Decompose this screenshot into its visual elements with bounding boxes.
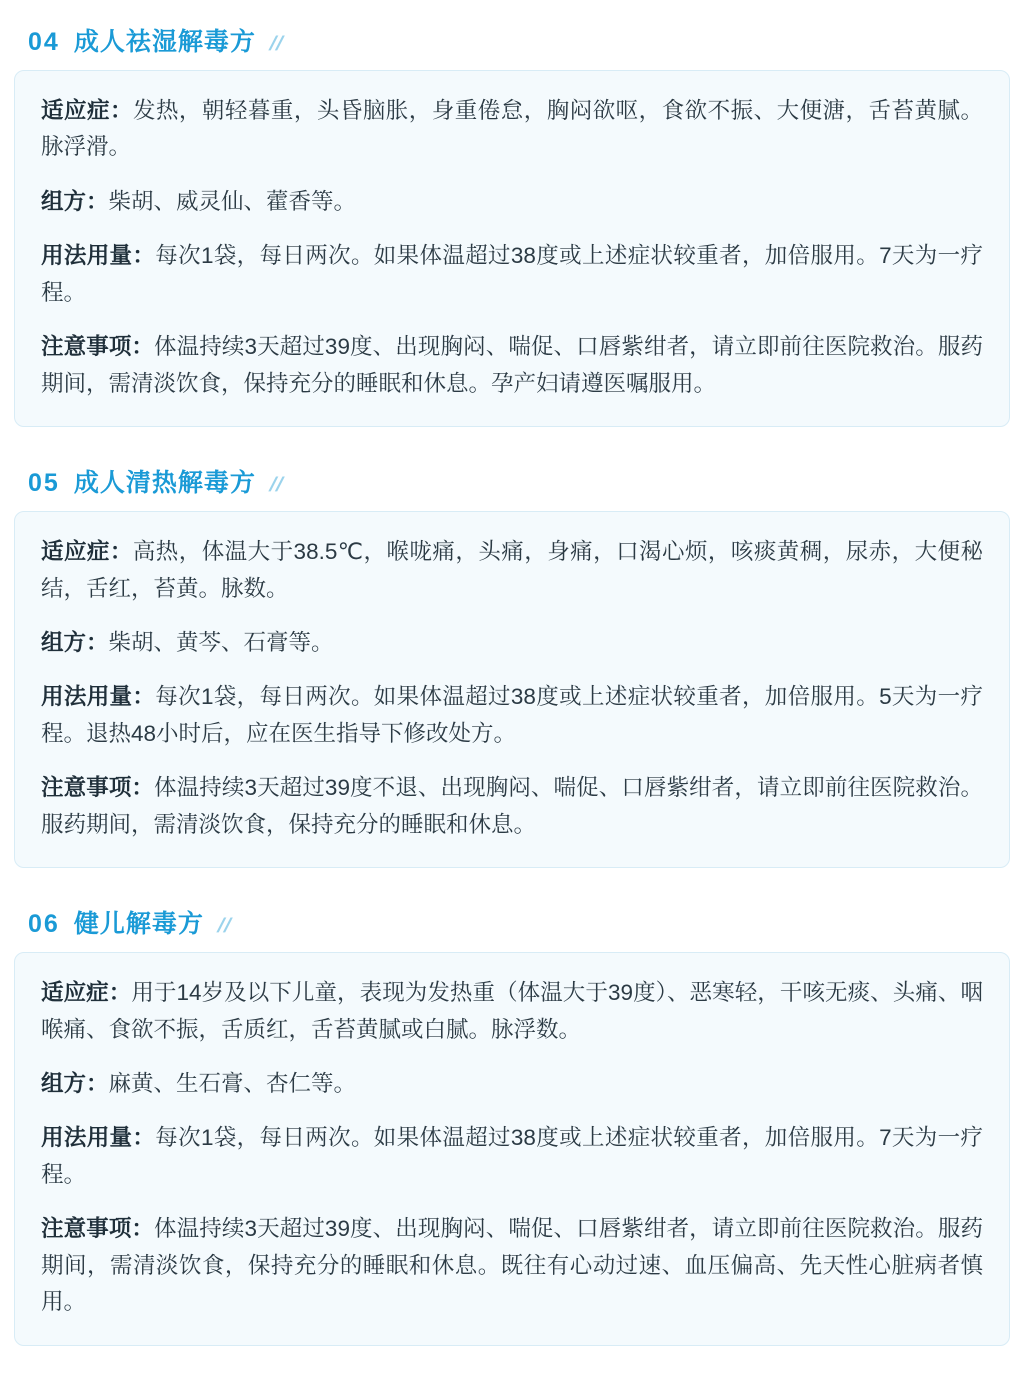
entry-text: 每次1袋，每日两次。如果体温超过38度或上述症状较重者，加倍服用。7天为一疗程。 <box>41 243 983 305</box>
entry-text: 柴胡、威灵仙、藿香等。 <box>108 188 357 214</box>
entry-text: 体温持续3天超过39度不退、出现胸闷、喘促、口唇紫绀者，请立即前往医院救治。服药期间，需清淡饮食，保持充分的睡眠和休息。 <box>41 775 983 837</box>
entry-text: 每次1袋，每日两次。如果体温超过38度或上述症状较重者，加倍服用。5天为一疗程。退热48小时后，应在医生指导下修改处方。 <box>41 684 983 746</box>
entry-indications <box>41 534 983 607</box>
entry-cautions <box>41 770 983 843</box>
entry-text: 体温持续3天超过39度、出现胸闷、喘促、口唇紫绀者，请立即前往医院救治。服药期间，需清淡饮食，保持充分的睡眠和休息。孕产妇请遵医嘱服用。 <box>41 334 983 396</box>
section-card <box>14 70 1010 427</box>
entry-label: 注意事项： <box>41 775 155 801</box>
section-number: 05 <box>28 469 60 498</box>
entry-dosage <box>41 1120 983 1193</box>
prescription-section <box>14 8 1010 427</box>
entry-text: 每次1袋，每日两次。如果体温超过38度或上述症状较重者，加倍服用。7天为一疗程。 <box>41 1125 983 1187</box>
entry-label: 适应症： <box>41 980 132 1006</box>
section-header <box>14 890 1010 952</box>
entry-text: 柴胡、黄芩、石膏等。 <box>108 629 334 655</box>
slash-decoration-icon: // <box>266 33 287 55</box>
entry-cautions <box>41 329 983 402</box>
section-header <box>14 449 1010 511</box>
section-number: 04 <box>28 28 60 56</box>
entry-label: 适应症： <box>41 98 133 123</box>
section-header <box>14 8 1010 70</box>
entry-label: 组方： <box>41 188 109 214</box>
section-number: 06 <box>28 910 60 939</box>
entry-label: 用法用量： <box>41 684 156 710</box>
entry-text: 麻黄、生石膏、杏仁等。 <box>108 1071 357 1096</box>
section-title: 成人祛湿解毒方 <box>73 28 256 56</box>
entry-indications <box>41 975 983 1048</box>
section-card <box>14 511 1010 868</box>
entry-composition <box>41 1066 983 1102</box>
entry-label: 用法用量： <box>41 1125 156 1151</box>
entry-composition <box>41 184 983 220</box>
entry-text: 体温持续3天超过39度、出现胸闷、喘促、口唇紫绀者，请立即前往医院救治。服药期间，需清淡饮食，保持充分的睡眠和休息。既往有心动过速、血压偏高、先天性心脏病者慎用。 <box>41 1216 983 1315</box>
entry-text: 高热，体温大于38.5℃，喉咙痛，头痛，身痛，口渴心烦，咳痰黄稠，尿赤，大便秘结，舌红，苔黄。脉数。 <box>41 539 983 601</box>
entry-text: 用于14岁及以下儿童，表现为发热重（体温大于39度）、恶寒轻，干咳无痰、头痛、咽喉痛、食欲不振，舌质红，舌苔黄腻或白腻。脉浮数。 <box>41 980 983 1042</box>
entry-dosage <box>41 238 983 311</box>
entry-indications <box>41 93 983 166</box>
entry-label: 注意事项： <box>41 1216 155 1242</box>
prescription-section <box>14 449 1010 868</box>
entry-composition <box>41 625 983 661</box>
section-title: 健儿解毒方 <box>73 910 204 939</box>
entry-label: 注意事项： <box>41 334 155 360</box>
entry-label: 适应症： <box>41 539 133 565</box>
section-title: 成人清热解毒方 <box>73 469 256 498</box>
entry-cautions <box>41 1211 983 1320</box>
section-card <box>14 952 1010 1346</box>
entry-label: 组方： <box>41 629 109 655</box>
entry-label: 组方： <box>41 1071 109 1096</box>
slash-decoration-icon: // <box>266 474 287 497</box>
entry-text: 发热，朝轻暮重，头昏脑胀，身重倦怠，胸闷欲呕，食欲不振、大便溏，舌苔黄腻。脉浮滑。 <box>41 98 983 160</box>
entry-label: 用法用量： <box>41 243 156 269</box>
entry-dosage <box>41 679 983 752</box>
prescription-section <box>14 890 1010 1346</box>
slash-decoration-icon: // <box>214 915 235 938</box>
